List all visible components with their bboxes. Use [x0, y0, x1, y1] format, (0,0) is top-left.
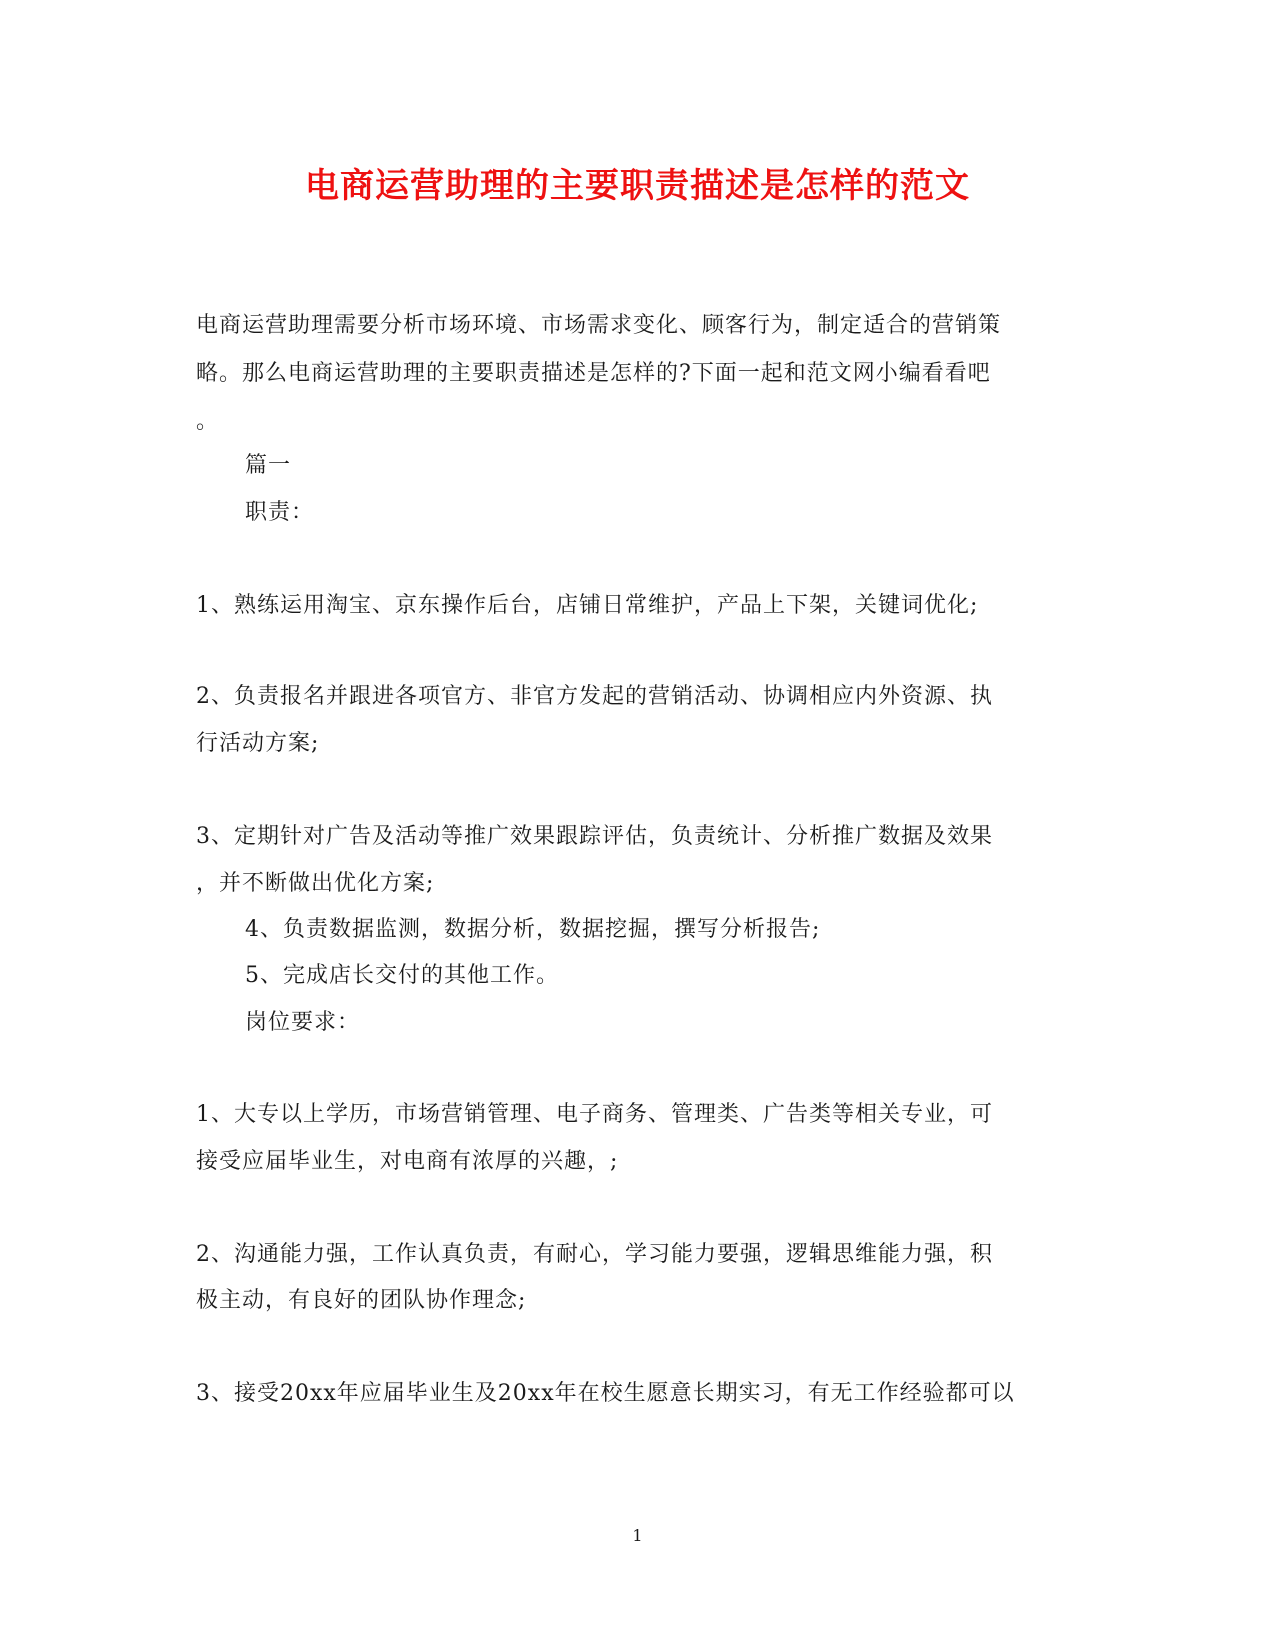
duty-item-2-line-2: 行活动方案; [196, 731, 320, 756]
requirement-item-3-line-1: 3、接受20xx年应届毕业生及20xx年在校生愿意长期实习，有无工作经验都可以 [196, 1381, 1015, 1406]
intro-line-1: 电商运营助理需要分析市场环境、市场需求变化、顾客行为，制定适合的营销策 [196, 313, 1002, 338]
duty-item-3-line-2: ，并不断做出优化方案; [196, 871, 435, 896]
page-number: 1 [632, 1526, 643, 1545]
intro-line-2: 略。那么电商运营助理的主要职责描述是怎样的?下面一起和范文网小编看看吧 [196, 361, 991, 386]
requirement-item-1-line-2: 接受应届毕业生，对电商有浓厚的兴趣，; [196, 1149, 619, 1174]
requirement-item-1-line-1: 1、大专以上学历，市场营销管理、电子商务、管理类、广告类等相关专业，可 [196, 1102, 993, 1127]
document-title: 电商运营助理的主要职责描述是怎样的范文 [305, 166, 970, 206]
duty-item-4: 4、负责数据监测，数据分析，数据挖掘，撰写分析报告; [245, 917, 821, 942]
requirements-heading: 岗位要求： [245, 1010, 361, 1035]
duty-item-2-line-1: 2、负责报名并跟进各项官方、非官方发起的营销活动、协调相应内外资源、执 [196, 684, 993, 709]
requirement-item-2-line-1: 2、沟通能力强，工作认真负责，有耐心，学习能力要强，逻辑思维能力强，积 [196, 1242, 993, 1267]
duties-heading: 职责： [245, 500, 315, 525]
duty-item-3-line-1: 3、定期针对广告及活动等推广效果跟踪评估，负责统计、分析推广数据及效果 [196, 824, 993, 849]
requirement-item-2-line-2: 极主动，有良好的团队协作理念; [196, 1288, 527, 1313]
section-label: 篇一 [245, 453, 292, 478]
duty-item-1: 1、熟练运用淘宝、京东操作后台，店铺日常维护，产品上下架，关键词优化; [196, 593, 979, 618]
intro-line-3: 。 [196, 409, 220, 434]
duty-item-5: 5、完成店长交付的其他工作。 [245, 963, 559, 988]
